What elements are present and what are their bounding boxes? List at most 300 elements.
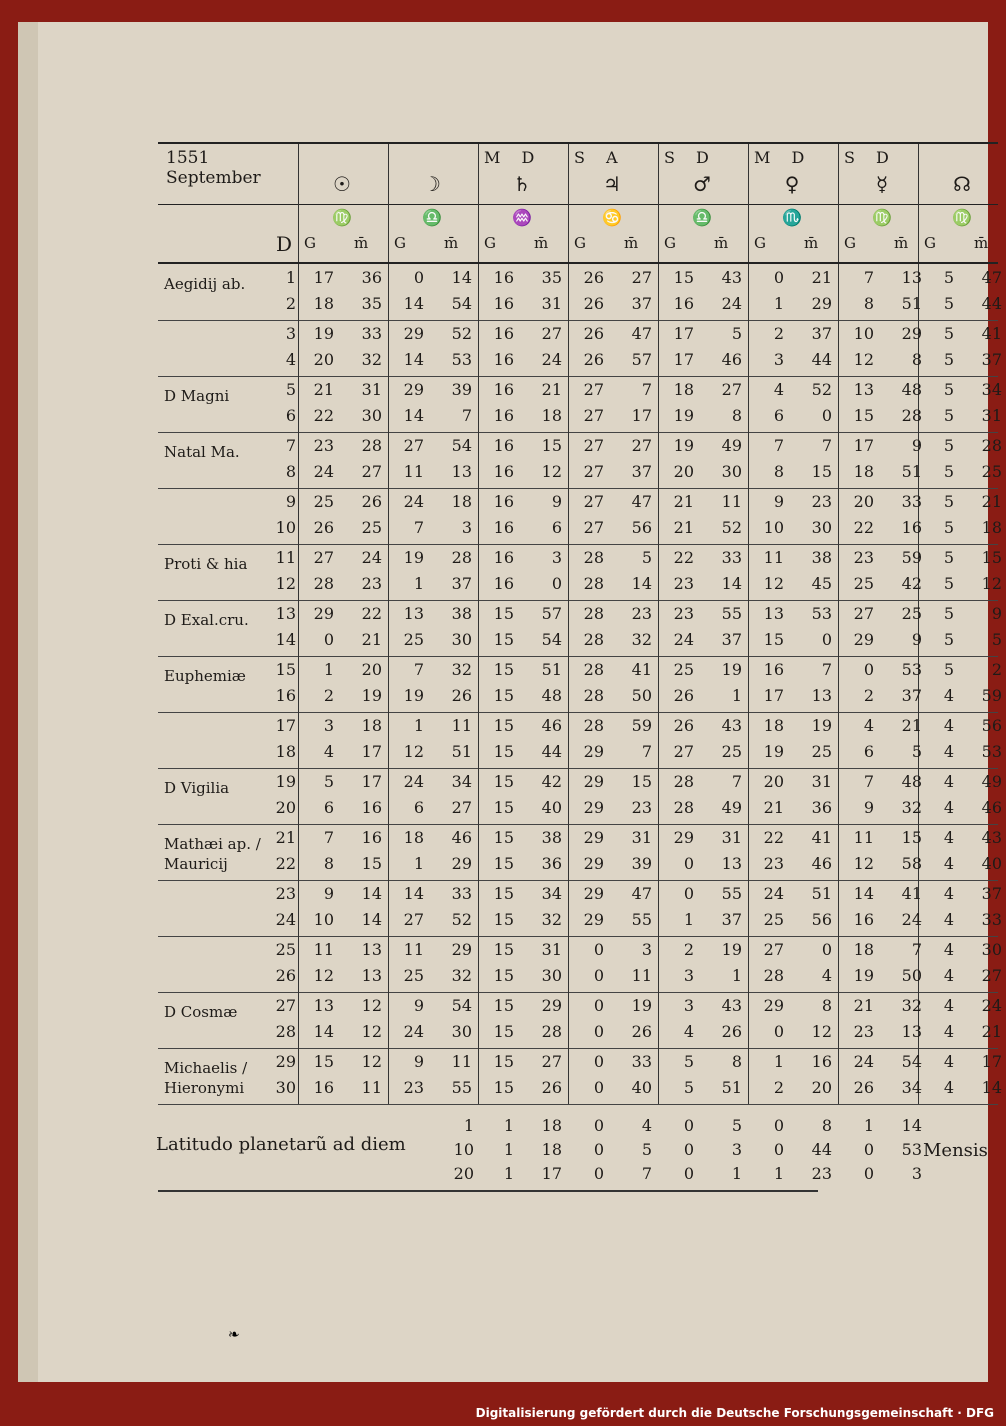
minutes-value: 37 <box>631 462 652 481</box>
minutes-value: 0 <box>821 940 832 959</box>
degrees-value: 28 <box>583 716 604 735</box>
minutes-value: 40 <box>631 1078 652 1097</box>
degrees-value: 12 <box>763 574 784 593</box>
minutes-value: 51 <box>451 742 472 761</box>
minutes-value: 29 <box>541 996 562 1015</box>
minutes-value: 5 <box>641 548 652 567</box>
minutes-value: 1 <box>731 686 742 705</box>
minutes-value: 32 <box>901 996 922 1015</box>
degrees-value: 16 <box>313 1078 334 1097</box>
minutes-value: 41 <box>981 324 1002 343</box>
lat-degrees: 0 <box>863 1164 874 1183</box>
col-separator <box>388 376 389 432</box>
degrees-value: 7 <box>773 436 784 455</box>
minutes-value: 43 <box>721 996 742 1015</box>
minutes-value: 53 <box>981 742 1002 761</box>
minutes-value: 47 <box>631 884 652 903</box>
minutes-value: 13 <box>361 966 382 985</box>
day-number: 13 <box>275 604 296 623</box>
degrees-value: 15 <box>493 716 514 735</box>
table-row <box>158 376 1002 433</box>
col-separator <box>838 376 839 432</box>
lat-minutes: 7 <box>641 1164 652 1183</box>
col-separator <box>388 432 389 488</box>
degrees-value: 29 <box>313 604 334 623</box>
degrees-value: 29 <box>853 630 874 649</box>
degrees-value: 0 <box>683 884 694 903</box>
minutes-value: 11 <box>631 966 652 985</box>
minutes-value: 24 <box>981 996 1002 1015</box>
degrees-value: 15 <box>493 910 514 929</box>
minutes-value: 59 <box>901 548 922 567</box>
degrees-value: 24 <box>313 462 334 481</box>
minutes-value: 37 <box>721 630 742 649</box>
column-sign: ♏ <box>782 208 802 227</box>
minutes-value: 28 <box>451 548 472 567</box>
minutes-value: 5 <box>991 630 1002 649</box>
minutes-value: 27 <box>631 268 652 287</box>
lat-minutes: 14 <box>901 1116 922 1135</box>
degrees-value: 12 <box>313 966 334 985</box>
day-number: 3 <box>285 324 296 343</box>
minutes-value: 17 <box>361 742 382 761</box>
degrees-value: 2 <box>773 1078 784 1097</box>
feast-name: Euphemiæ <box>164 667 246 685</box>
table-row <box>158 432 1002 489</box>
minutes-value: 13 <box>361 940 382 959</box>
planet-symbol: ♃ <box>603 172 621 196</box>
table-row <box>158 544 1002 601</box>
col-separator <box>838 824 839 880</box>
degrees-value: 17 <box>313 268 334 287</box>
degrees-value: 15 <box>493 1052 514 1071</box>
degrees-value: 15 <box>493 854 514 873</box>
minutes-value: 13 <box>901 268 922 287</box>
minutes-value: 16 <box>361 828 382 847</box>
minutes-value: 7 <box>821 436 832 455</box>
minutes-value: 47 <box>631 492 652 511</box>
col-separator <box>658 768 659 824</box>
col-separator <box>298 880 299 936</box>
minutes-value: 23 <box>631 798 652 817</box>
day-number: 20 <box>275 798 296 817</box>
minutes-value: 31 <box>541 294 562 313</box>
degrees-value: 26 <box>673 716 694 735</box>
degrees-value: 0 <box>593 996 604 1015</box>
degrees-value: 21 <box>673 492 694 511</box>
degrees-value: 13 <box>763 604 784 623</box>
col-separator <box>298 600 299 656</box>
col-separator <box>388 488 389 544</box>
degrees-value: 3 <box>683 966 694 985</box>
day-number: 10 <box>275 518 296 537</box>
degrees-value: 9 <box>773 492 784 511</box>
degrees-value: 4 <box>943 1078 954 1097</box>
degrees-value: 6 <box>773 406 784 425</box>
degrees-value: 16 <box>493 462 514 481</box>
minutes-value: 46 <box>721 350 742 369</box>
minutes-value: 19 <box>721 660 742 679</box>
minutes-value: 59 <box>981 686 1002 705</box>
minutes-value: 41 <box>901 884 922 903</box>
minutes-value: 23 <box>631 604 652 623</box>
col-separator <box>388 936 389 992</box>
lat-degrees: 0 <box>593 1140 604 1159</box>
degrees-value: 23 <box>673 604 694 623</box>
degrees-value: 21 <box>673 518 694 537</box>
minutes-value: 49 <box>721 798 742 817</box>
degrees-value: 4 <box>943 996 954 1015</box>
degrees-value: 18 <box>853 462 874 481</box>
day-number: 1 <box>285 268 296 287</box>
feast-name: D Vigilia <box>164 779 230 797</box>
minutes-value: 23 <box>361 574 382 593</box>
minutes-value: 25 <box>721 742 742 761</box>
minutes-value: 14 <box>721 574 742 593</box>
minutes-value: 38 <box>541 828 562 847</box>
degrees-value: 7 <box>413 660 424 679</box>
col-separator <box>478 992 479 1048</box>
col-separator <box>748 600 749 656</box>
minutes-value: 33 <box>721 548 742 567</box>
column-sign: ♍ <box>952 208 972 227</box>
degrees-value: 25 <box>403 630 424 649</box>
minutes-value: 32 <box>361 350 382 369</box>
degrees-value: 19 <box>313 324 334 343</box>
minutes-value: 46 <box>451 828 472 847</box>
col-separator <box>658 376 659 432</box>
col-separator <box>658 936 659 992</box>
degrees-value: 28 <box>583 630 604 649</box>
col-separator <box>658 712 659 768</box>
minutes-value: 14 <box>981 1078 1002 1097</box>
degrees-value: 8 <box>773 462 784 481</box>
degrees-value: 4 <box>943 742 954 761</box>
minutes-value: 48 <box>901 380 922 399</box>
degrees-value: 10 <box>313 910 334 929</box>
degrees-value: 5 <box>943 492 954 511</box>
col-separator <box>838 712 839 768</box>
degrees-value: 15 <box>853 406 874 425</box>
degrees-value: 9 <box>863 798 874 817</box>
minutes-value: 16 <box>811 1052 832 1071</box>
degrees-value: 27 <box>403 436 424 455</box>
minutes-value: 24 <box>361 548 382 567</box>
degrees-value: 29 <box>403 380 424 399</box>
minutes-value: 15 <box>981 548 1002 567</box>
minutes-value: 58 <box>901 854 922 873</box>
minutes-value: 18 <box>451 492 472 511</box>
degrees-value: 14 <box>403 350 424 369</box>
degrees-value: 6 <box>323 798 334 817</box>
minutes-value: 30 <box>361 406 382 425</box>
minutes-value: 38 <box>811 548 832 567</box>
lat-minutes: 18 <box>541 1116 562 1135</box>
col-separator <box>388 768 389 824</box>
col-separator <box>568 544 569 600</box>
feast-name: Proti & hia <box>164 555 248 573</box>
minutes-value: 50 <box>631 686 652 705</box>
col-separator <box>478 768 479 824</box>
col-separator <box>658 264 659 320</box>
motion-letters: S D <box>844 148 897 167</box>
col-separator <box>838 656 839 712</box>
degrees-value: 0 <box>593 940 604 959</box>
planet-symbol: ♄ <box>513 172 531 196</box>
col-separator <box>568 320 569 376</box>
minutes-value: 47 <box>631 324 652 343</box>
degrees-value: 13 <box>313 996 334 1015</box>
m-label: m̄ <box>624 234 639 252</box>
degrees-value: 5 <box>683 1078 694 1097</box>
minutes-value: 13 <box>901 1022 922 1041</box>
d-label: D <box>276 232 293 256</box>
minutes-value: 29 <box>811 294 832 313</box>
g-label: G <box>754 234 766 252</box>
degrees-value: 27 <box>583 406 604 425</box>
col-separator <box>478 880 479 936</box>
minutes-value: 13 <box>451 462 472 481</box>
degrees-value: 25 <box>763 910 784 929</box>
table-row <box>158 656 1002 713</box>
minutes-value: 7 <box>461 406 472 425</box>
degrees-value: 4 <box>943 884 954 903</box>
degrees-value: 28 <box>583 574 604 593</box>
minutes-value: 44 <box>981 294 1002 313</box>
degrees-value: 4 <box>943 772 954 791</box>
minutes-value: 28 <box>361 436 382 455</box>
col-separator <box>568 768 569 824</box>
degrees-value: 22 <box>853 518 874 537</box>
col-separator <box>298 1048 299 1104</box>
lat-degrees: 1 <box>863 1116 874 1135</box>
degrees-value: 4 <box>943 940 954 959</box>
degrees-value: 5 <box>683 1052 694 1071</box>
lat-degrees: 0 <box>683 1164 694 1183</box>
degrees-value: 0 <box>593 1078 604 1097</box>
column-sign: ♎ <box>692 208 712 227</box>
day-number: 8 <box>285 462 296 481</box>
minutes-value: 42 <box>541 772 562 791</box>
degrees-value: 7 <box>323 828 334 847</box>
degrees-value: 20 <box>313 350 334 369</box>
minutes-value: 43 <box>721 716 742 735</box>
minutes-value: 24 <box>901 910 922 929</box>
planet-symbol: ♂ <box>693 172 711 196</box>
minutes-value: 16 <box>901 518 922 537</box>
degrees-value: 4 <box>943 910 954 929</box>
minutes-value: 27 <box>541 324 562 343</box>
g-label: G <box>844 234 856 252</box>
degrees-value: 16 <box>493 406 514 425</box>
degrees-value: 29 <box>763 996 784 1015</box>
latitude-day: 10 <box>453 1140 474 1159</box>
degrees-value: 4 <box>863 716 874 735</box>
col-separator <box>838 544 839 600</box>
degrees-value: 27 <box>673 742 694 761</box>
minutes-value: 59 <box>631 716 652 735</box>
minutes-value: 5 <box>911 742 922 761</box>
minutes-value: 47 <box>981 268 1002 287</box>
year: 1551 <box>166 148 210 168</box>
minutes-value: 14 <box>631 574 652 593</box>
minutes-value: 24 <box>721 294 742 313</box>
degrees-value: 21 <box>313 380 334 399</box>
minutes-value: 12 <box>981 574 1002 593</box>
degrees-value: 5 <box>943 406 954 425</box>
minutes-value: 36 <box>361 268 382 287</box>
g-label: G <box>484 234 496 252</box>
col-separator <box>568 992 569 1048</box>
minutes-value: 43 <box>981 828 1002 847</box>
minutes-value: 22 <box>361 604 382 623</box>
minutes-value: 51 <box>901 294 922 313</box>
degrees-value: 29 <box>403 324 424 343</box>
degrees-value: 12 <box>853 854 874 873</box>
degrees-value: 26 <box>583 324 604 343</box>
minutes-value: 54 <box>541 630 562 649</box>
lat-degrees: 0 <box>863 1140 874 1159</box>
minutes-value: 25 <box>361 518 382 537</box>
degrees-value: 14 <box>403 884 424 903</box>
lat-minutes: 23 <box>811 1164 832 1183</box>
lat-minutes: 1 <box>731 1164 742 1183</box>
degrees-value: 4 <box>683 1022 694 1041</box>
table-row <box>158 264 1002 321</box>
minutes-value: 33 <box>361 324 382 343</box>
table-row <box>158 600 1002 657</box>
latitude-block <box>158 1112 998 1192</box>
col-separator <box>478 712 479 768</box>
col-separator <box>388 264 389 320</box>
degrees-value: 1 <box>413 854 424 873</box>
degrees-value: 14 <box>853 884 874 903</box>
column-sign: ♎ <box>422 208 442 227</box>
degrees-value: 15 <box>493 1078 514 1097</box>
col-separator <box>568 936 569 992</box>
minutes-value: 7 <box>821 660 832 679</box>
minutes-value: 5 <box>731 324 742 343</box>
minutes-value: 29 <box>901 324 922 343</box>
col-separator <box>388 656 389 712</box>
planet-symbol: ☊ <box>953 172 971 196</box>
minutes-value: 32 <box>541 910 562 929</box>
degrees-value: 27 <box>583 436 604 455</box>
degrees-value: 5 <box>943 436 954 455</box>
m-label: m̄ <box>714 234 729 252</box>
footer-credit: Digitalisierung gefördert durch die Deutsche Forschungsgemeinschaft · DFG <box>475 1406 994 1420</box>
col-separator <box>388 600 389 656</box>
table-row <box>158 880 1002 937</box>
degrees-value: 4 <box>943 828 954 847</box>
col-separator <box>388 824 389 880</box>
degrees-value: 1 <box>413 716 424 735</box>
col-separator <box>568 376 569 432</box>
degrees-value: 1 <box>773 1052 784 1071</box>
motion-letters: M D <box>754 148 813 167</box>
minutes-value: 4 <box>821 966 832 985</box>
col-separator <box>298 320 299 376</box>
col-separator <box>748 320 749 376</box>
degrees-value: 17 <box>853 436 874 455</box>
degrees-value: 22 <box>763 828 784 847</box>
degrees-value: 29 <box>673 828 694 847</box>
minutes-value: 31 <box>811 772 832 791</box>
col-separator <box>658 1048 659 1104</box>
degrees-value: 19 <box>853 966 874 985</box>
col-separator <box>388 712 389 768</box>
degrees-value: 24 <box>403 492 424 511</box>
col-separator <box>658 544 659 600</box>
day-number: 16 <box>275 686 296 705</box>
minutes-value: 8 <box>731 1052 742 1071</box>
minutes-value: 7 <box>731 772 742 791</box>
lat-degrees: 1 <box>503 1116 514 1135</box>
col-separator <box>748 1048 749 1104</box>
col-separator <box>748 936 749 992</box>
col-separator <box>658 656 659 712</box>
degrees-value: 0 <box>773 1022 784 1041</box>
lat-minutes: 4 <box>641 1116 652 1135</box>
minutes-value: 27 <box>361 462 382 481</box>
degrees-value: 15 <box>493 660 514 679</box>
minutes-value: 55 <box>631 910 652 929</box>
lat-degrees: 0 <box>683 1140 694 1159</box>
minutes-value: 26 <box>631 1022 652 1041</box>
minutes-value: 0 <box>821 630 832 649</box>
col-separator <box>838 768 839 824</box>
minutes-value: 21 <box>981 492 1002 511</box>
minutes-value: 52 <box>721 518 742 537</box>
col-separator <box>658 432 659 488</box>
col-separator <box>568 264 569 320</box>
lat-minutes: 17 <box>541 1164 562 1183</box>
degrees-value: 14 <box>403 406 424 425</box>
col-separator <box>388 992 389 1048</box>
degrees-value: 3 <box>683 996 694 1015</box>
g-label: G <box>394 234 406 252</box>
minutes-value: 30 <box>451 1022 472 1041</box>
col-separator <box>568 488 569 544</box>
col-separator <box>658 992 659 1048</box>
degrees-value: 18 <box>673 380 694 399</box>
column-sign: ♍ <box>332 208 352 227</box>
degrees-value: 4 <box>773 380 784 399</box>
minutes-value: 44 <box>811 350 832 369</box>
m-label: m̄ <box>974 234 989 252</box>
col-separator <box>838 488 839 544</box>
degrees-value: 0 <box>323 630 334 649</box>
minutes-value: 25 <box>981 462 1002 481</box>
col-separator <box>478 824 479 880</box>
minutes-value: 17 <box>631 406 652 425</box>
minutes-value: 19 <box>631 996 652 1015</box>
g-label: G <box>924 234 936 252</box>
minutes-value: 21 <box>361 630 382 649</box>
col-separator <box>298 992 299 1048</box>
degrees-value: 19 <box>403 686 424 705</box>
degrees-value: 20 <box>673 462 694 481</box>
minutes-value: 34 <box>541 884 562 903</box>
col-separator <box>748 376 749 432</box>
degrees-value: 5 <box>943 548 954 567</box>
degrees-value: 5 <box>943 462 954 481</box>
col-separator <box>838 264 839 320</box>
day-number: 28 <box>275 1022 296 1041</box>
degrees-value: 26 <box>583 268 604 287</box>
degrees-value: 28 <box>763 966 784 985</box>
degrees-value: 16 <box>763 660 784 679</box>
